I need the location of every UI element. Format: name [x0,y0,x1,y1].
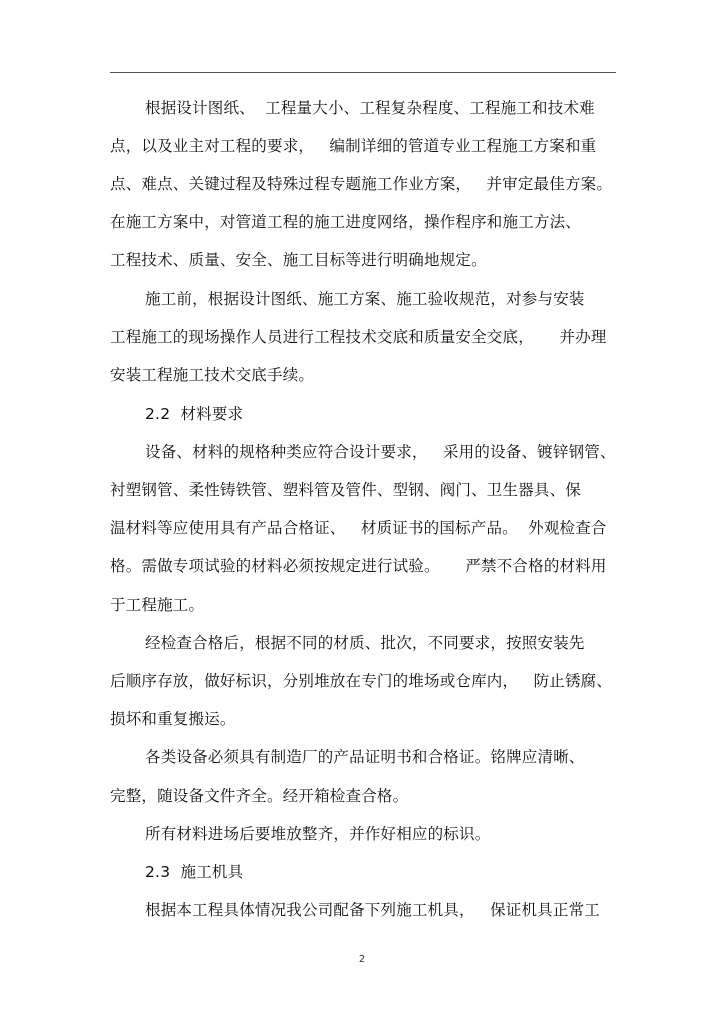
text-line: 所有材料进场后要堆放整齐，并作好相应的标识。 [145,825,491,843]
text-line: 完整，随设备文件齐全。经开箱检查合格。 [110,787,409,805]
text-line: 经检查合格后，根据不同的材质、批次，不同要求，按照安装先 [145,634,585,652]
text-line: 点、难点、关键过程及特殊过程专题施工作业方案， 并审定最佳方案。 [110,175,613,193]
text-line: 在施工方案中，对管道工程的施工进度网络，操作程序和施工方法、 [110,213,582,231]
text-line: 后顺序存放，做好标识，分别堆放在专门的堆场或仓库内， 防止锈腐、 [110,672,613,690]
text-line: 各类设备必须具有制造厂的产品证明书和合格证。铭牌应清晰、 [145,748,585,766]
text-line: 点，以及业主对工程的要求， 编制详细的管道专业工程施工方案和重 [110,137,597,155]
text-line: 安装工程施工技术交底手续。 [110,366,315,384]
text-line: 损坏和重复搬运。 [110,710,236,728]
text-line: 于工程施工。 [110,596,205,614]
text-line: 衬塑钢管、柔性铸铁管、塑料管及管件、型钢、阀门、卫生器具、保 [110,481,582,499]
text-line: 根据本工程具体情况我公司配备下列施工机具， 保证机具正常工 [145,901,600,919]
page-number: 2 [358,954,366,965]
text-line: 设备、材料的规格种类应符合设计要求， 采用的设备、镀锌钢管、 [145,443,616,461]
header-rule [110,72,616,73]
section-heading: 2.2 材料要求 [145,405,244,423]
text-line: 温材料等应使用具有产品合格证、 材质证书的国标产品。 外观检查合 [110,519,607,537]
text-line: 工程施工的现场操作人员进行工程技术交底和质量安全交底， 并办理 [110,328,607,346]
text-line: 施工前，根据设计图纸、施工方案、施工验收规范，对参与安装 [145,290,585,308]
text-line: 工程技术、质量、安全、施工目标等进行明确地规定。 [110,251,487,269]
text-line: 格。需做专项试验的材料必须按规定进行试验。 严禁不合格的材料用 [110,557,607,575]
section-heading: 2.3 施工机具 [145,863,244,881]
text-line: 根据设计图纸、 工程量大小、工程复杂程度、工程施工和技术难 [145,99,595,117]
